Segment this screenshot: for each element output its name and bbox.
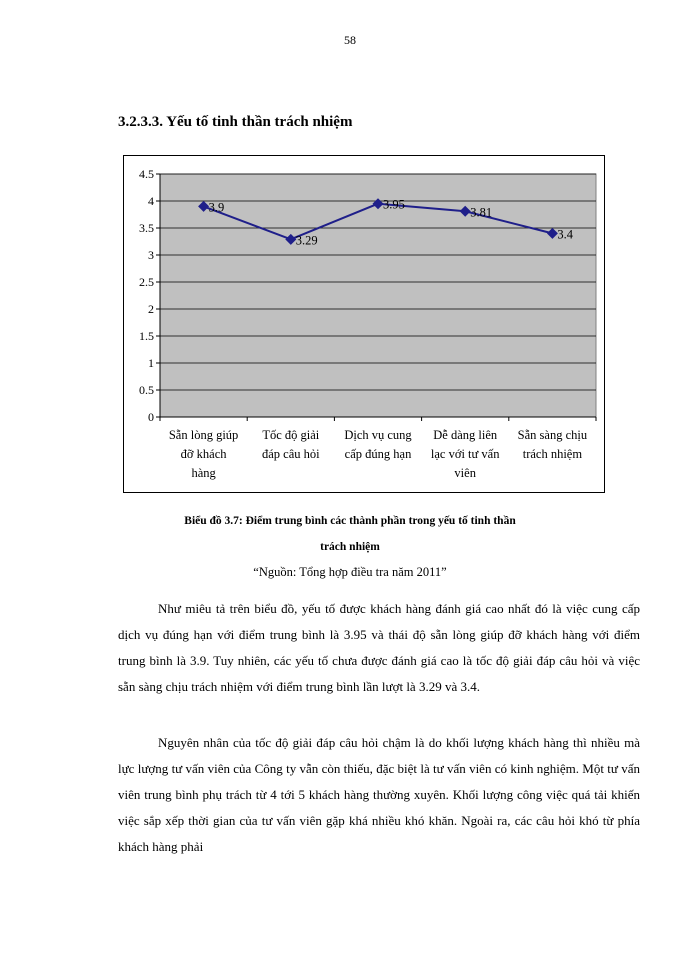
- body-paragraph-2-text: Nguyên nhân của tốc độ giải đáp câu hỏi chậm là do khối lượng khách hàng thì nhiều mà lực lượng tư vấn viên của Công ty vẫn còn thiếu, đặc biệt là tư vấn viên có kinh nghiệm. Một tư vấn viên trung bình phụ trách từ 4 tới 5 khách hàng thường xuyên. Khối lượng công việc quá tải khiến việc sắp xếp thời gian của tư vấn viên gặp khá nhiều khó khăn. Ngoài ra, các câu hỏi khó từ phía khách hàng phải: [118, 735, 640, 854]
- x-category-label-line: viên: [454, 466, 476, 480]
- plot-area: [160, 174, 596, 417]
- y-tick-label: 2.5: [139, 275, 154, 289]
- section-heading: 3.2.3.3. Yếu tố tinh thần trách nhiệm: [118, 114, 353, 130]
- x-category-label-line: trách nhiệm: [522, 447, 583, 461]
- y-tick-label: 1.5: [139, 329, 154, 343]
- x-category-label-line: cấp đúng hạn: [344, 447, 412, 461]
- y-tick-label: 3.5: [139, 221, 154, 235]
- x-category-label-line: Dễ dàng liên: [433, 428, 498, 442]
- x-category-label-line: Sẵn lòng giúp: [168, 428, 239, 442]
- y-tick-label: 4: [148, 194, 154, 208]
- y-tick-label: 0: [148, 410, 154, 424]
- page-number: 58: [344, 33, 356, 47]
- y-tick-label: 1: [148, 356, 154, 370]
- chart-source: “Nguồn: Tổng hợp điều tra năm 2011”: [253, 565, 447, 579]
- y-tick-label: 3: [148, 248, 154, 262]
- y-tick-label: 4.5: [139, 167, 154, 181]
- data-label: 3.95: [383, 197, 405, 212]
- body-paragraph-1-text: Như miêu tả trên biểu đồ, yếu tố được khách hàng đánh giá cao nhất đó là việc cung cấp dịch vụ đúng hạn với điểm trung bình là 3.95 và thái độ sẵn lòng giúp đỡ khách hàng với điểm trung bình là 3.9. Tuy nhiên, các yếu tố chưa được đánh giá cao là tốc độ giải đáp câu hỏi và việc sẵn sàng chịu trách nhiệm với điểm trung bình lần lượt là 3.29 và 3.4.: [118, 601, 640, 694]
- chart-caption-line-1: Biểu đồ 3.7: Điểm trung bình các thành phần trong yếu tố tinh thần: [184, 515, 516, 527]
- x-category-label: [262, 428, 320, 461]
- x-category-label-line: đáp câu hỏi: [261, 447, 320, 461]
- data-label: 3.9: [208, 200, 225, 215]
- x-category-label: [344, 428, 412, 461]
- data-label: 3.4: [557, 227, 574, 242]
- chart-container: [123, 155, 605, 493]
- chart-caption-line-2: trách nhiệm: [320, 541, 380, 553]
- y-tick-label: 2: [148, 302, 154, 316]
- x-category-label-line: hàng: [191, 466, 216, 480]
- data-label: 3.29: [295, 233, 318, 248]
- x-category-label: [169, 428, 238, 480]
- x-category-label-line: Dịch vụ cung: [344, 428, 412, 442]
- x-category-label: [518, 428, 588, 461]
- x-category-label-line: đỡ khách: [180, 447, 227, 461]
- x-category-label-line: lạc với tư vấn: [430, 447, 500, 461]
- data-label: 3.81: [470, 205, 493, 220]
- x-category-label-line: Tốc độ giải: [262, 428, 320, 442]
- x-category-label: [431, 428, 500, 480]
- body-paragraph-1: [118, 596, 640, 700]
- y-tick-label: 0.5: [139, 383, 154, 397]
- x-category-label-line: Sẵn sàng chịu: [517, 428, 588, 442]
- body-paragraph-2: [118, 730, 640, 860]
- line-chart: [124, 156, 604, 492]
